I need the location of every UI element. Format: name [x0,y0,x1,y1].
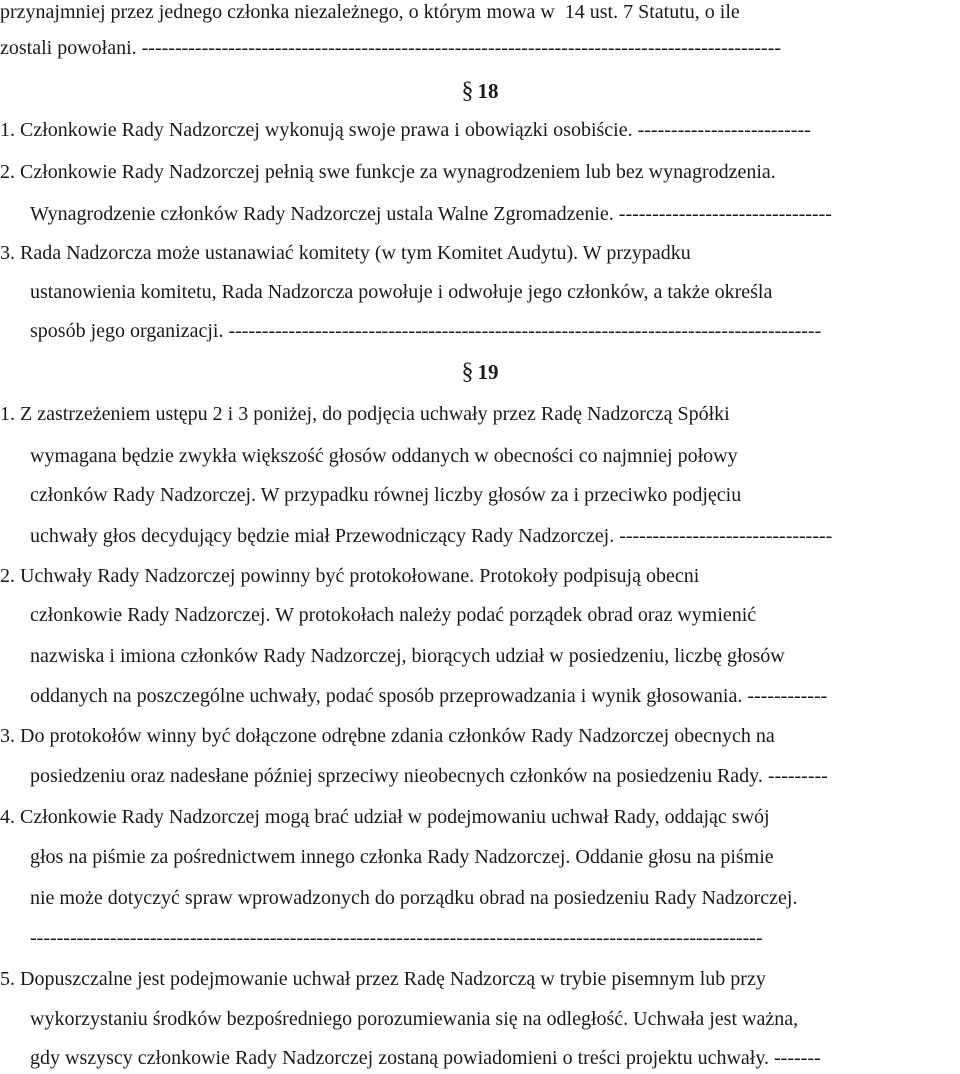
text-line: nazwiska i imiona członków Rady Nadzorczej, biorących udział w posiedzeniu, liczbę głosów [30,645,785,667]
text-line: członków Rady Nadzorczej. W przypadku równej liczby głosów za i przeciwko podjęciu [30,484,742,506]
text-line: sposób jego organizacji. ----------------------------------------------------------------------------------------- [30,320,822,342]
text-line: ustanowienia komitetu, Rada Nadzorcza powołuje i odwołuje jego członków, a także określa [30,281,773,303]
text-line: nie może dotyczyć spraw wprowadzonych do porządku obrad na posiedzeniu Rady Nadzorczej. [30,887,798,909]
section-heading-18 [0,78,960,104]
text-line: 2. Uchwały Rady Nadzorczej powinny być protokołowane. Protokoły podpisują obecni [0,565,700,587]
text-line: 1. Członkowie Rady Nadzorczej wykonują swoje prawa i obowiązki osobiście. -------------------------- [0,119,811,141]
text-line: Wynagrodzenie członków Rady Nadzorczej ustala Walne Zgromadzenie. -------------------------------- [30,203,832,225]
text-line: 4. Członkowie Rady Nadzorczej mogą brać udział w podejmowaniu uchwał Rady, oddając swój [0,806,770,828]
section-number: 18 [477,79,499,103]
text-line: 3. Do protokołów winny być dołączone odrębne zdania członków Rady Nadzorczej obecnych na [0,725,775,747]
text-line: uchwały głos decydujący będzie miał Przewodniczący Rady Nadzorczej. -------------------------------- [30,525,833,547]
text-line: przynajmniej przez jednego członka niezależnego, o którym mowa w 14 ust. 7 Statutu, o ile [0,1,740,23]
text-line: 2. Członkowie Rady Nadzorczej pełnią swe funkcje za wynagrodzeniem lub bez wynagrodzenia. [0,161,776,183]
text-line: zostali powołani. ------------------------------------------------------------------------------------------------ [0,37,782,59]
text-line: -------------------------------------------------------------------------------------------------------------- [30,927,763,949]
section-number: 19 [477,360,499,384]
text-line: 5. Dopuszczalne jest podejmowanie uchwał przez Radę Nadzorczą w trybie pisemnym lub przy [0,968,766,990]
text-line: 3. Rada Nadzorcza może ustanawiać komitety (w tym Komitet Audytu). W przypadku [0,242,691,264]
text-line: gdy wszyscy członkowie Rady Nadzorczej zostaną powiadomieni o treści projektu uchwały. ------- [30,1047,821,1069]
section-symbol: § [461,78,474,104]
section-heading-19 [0,359,960,385]
text-line: członkowie Rady Nadzorczej. W protokołach należy podać porządek obrad oraz wymienić [30,604,757,626]
text-line: wykorzystaniu środków bezpośredniego porozumiewania się na odległość. Uchwała jest ważna, [30,1008,799,1030]
text-line: 1. Z zastrzeżeniem ustępu 2 i 3 poniżej, do podjęcia uchwały przez Radę Nadzorczą Spółki [0,403,730,425]
text-line: oddanych na poszczególne uchwały, podać sposób przeprowadzania i wynik głosowania. ------------ [30,685,828,707]
text-line: głos na piśmie za pośrednictwem innego członka Rady Nadzorczej. Oddanie głosu na piśmie [30,846,774,868]
text-line: posiedzeniu oraz nadesłane później sprzeciwy nieobecnych członków na posiedzeniu Rady. --------- [30,765,828,787]
section-symbol: § [461,359,474,385]
text-line: wymagana będzie zwykła większość głosów oddanych w obecności co najmniej połowy [30,445,738,467]
